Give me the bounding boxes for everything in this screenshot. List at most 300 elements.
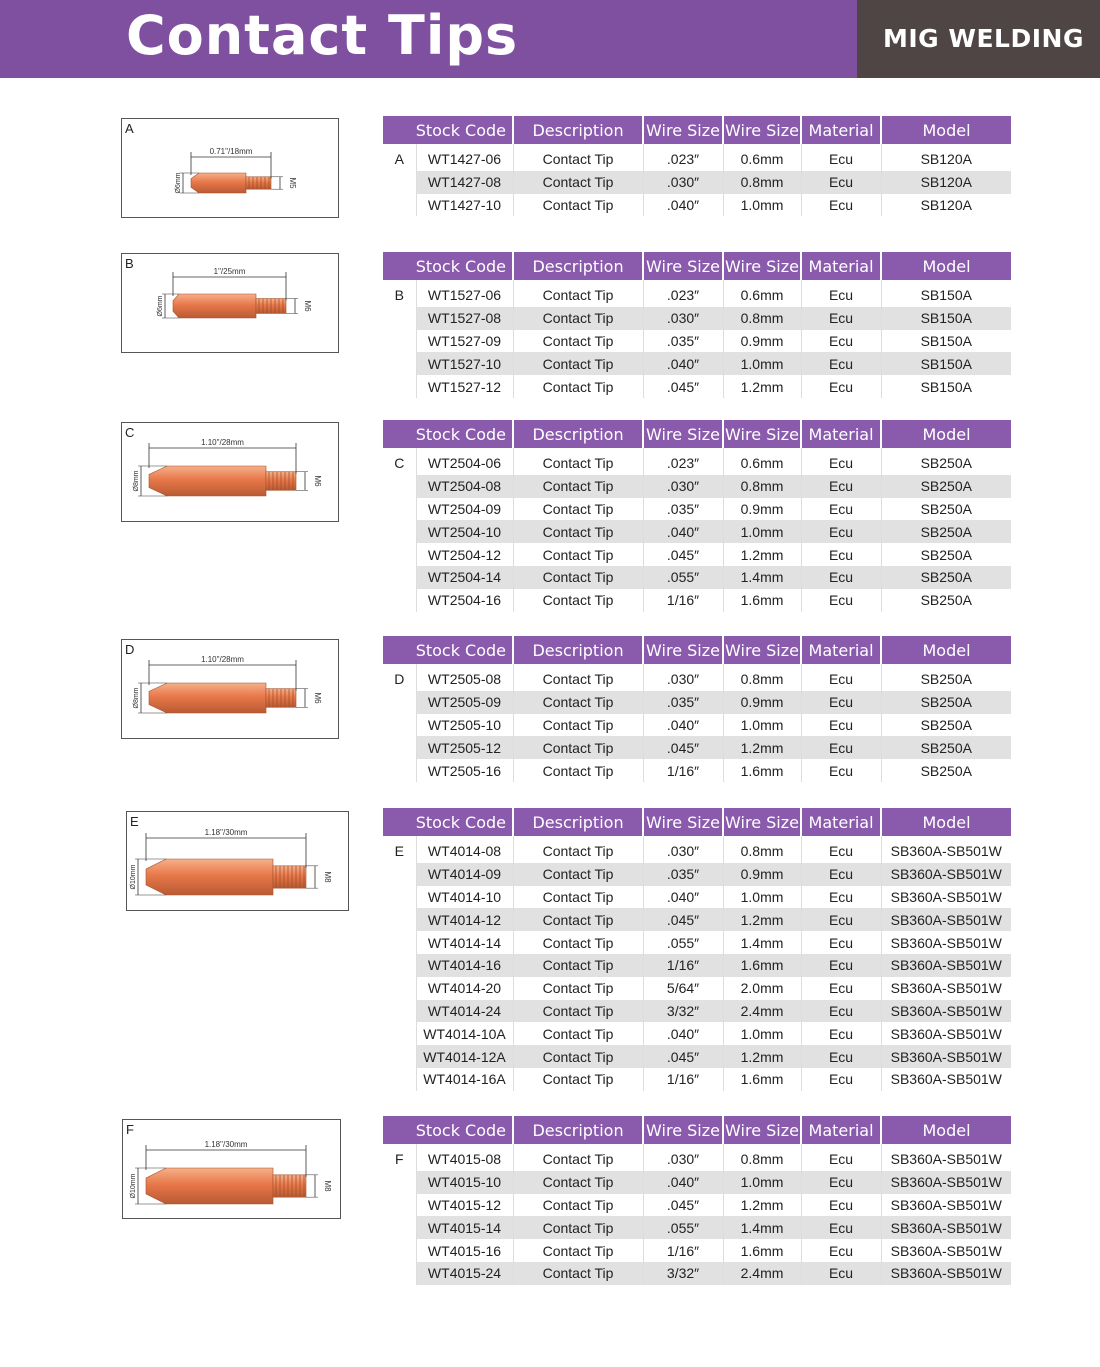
wire-size-mm-cell: 1.0mm: [723, 714, 801, 737]
table-row: [383, 566, 1011, 589]
model-cell: SB150A: [881, 280, 1011, 307]
thread-dimension: M8: [323, 871, 332, 883]
tip-thread: [273, 866, 306, 888]
tip-diagram-f: [122, 1119, 341, 1219]
column-header: Wire Size: [723, 808, 801, 836]
stock-code-cell: WT4014-12: [416, 908, 513, 931]
diameter-dimension: Ø10mm: [130, 864, 137, 890]
group-letter: [383, 307, 416, 330]
diagram-letter: D: [125, 642, 135, 657]
length-dimension: 0.71"/18mm: [209, 147, 253, 156]
group-letter: [383, 1239, 416, 1262]
spec-table-d: [383, 636, 1011, 782]
description-cell: Contact Tip: [513, 498, 643, 521]
column-header: Description: [513, 636, 643, 664]
wire-size-mm-cell: 1.6mm: [723, 1239, 801, 1262]
wire-size-inch-cell: .040″: [643, 886, 723, 909]
page-header: [0, 0, 1100, 78]
material-cell: Ecu: [801, 863, 881, 886]
stock-code-cell: WT2505-12: [416, 736, 513, 759]
wire-size-mm-cell: 0.9mm: [723, 691, 801, 714]
wire-size-inch-cell: .030″: [643, 307, 723, 330]
diagram-letter: E: [130, 814, 139, 829]
description-cell: Contact Tip: [513, 1194, 643, 1217]
group-letter: [383, 194, 416, 217]
thread-dimension: M5: [288, 177, 297, 189]
stock-code-cell: WT4014-09: [416, 863, 513, 886]
model-cell: SB150A: [881, 330, 1011, 353]
stock-code-cell: WT4014-24: [416, 1000, 513, 1023]
tip-body: [173, 294, 256, 318]
stock-code-cell: WT1427-06: [416, 144, 513, 171]
model-cell: SB360A-SB501W: [881, 1144, 1011, 1171]
wire-size-mm-cell: 1.6mm: [723, 1068, 801, 1091]
wire-size-mm-cell: 1.2mm: [723, 543, 801, 566]
stock-code-cell: WT2504-12: [416, 543, 513, 566]
column-header: Wire Size: [643, 252, 723, 280]
description-cell: Contact Tip: [513, 589, 643, 612]
column-header: Stock Code: [383, 252, 513, 280]
wire-size-mm-cell: 0.8mm: [723, 664, 801, 691]
wire-size-inch-cell: .035″: [643, 863, 723, 886]
table-row: [383, 589, 1011, 612]
stock-code-cell: WT2504-09: [416, 498, 513, 521]
table-row: [383, 736, 1011, 759]
wire-size-mm-cell: 0.6mm: [723, 144, 801, 171]
spec-table-b: [383, 252, 1011, 398]
group-letter: [383, 498, 416, 521]
wire-size-inch-cell: .045″: [643, 1045, 723, 1068]
material-cell: Ecu: [801, 280, 881, 307]
wire-size-inch-cell: 1/16″: [643, 1068, 723, 1091]
material-cell: Ecu: [801, 886, 881, 909]
table-row: [383, 448, 1011, 475]
wire-size-inch-cell: 5/64″: [643, 977, 723, 1000]
column-header: Stock Code: [383, 116, 513, 144]
wire-size-inch-cell: .045″: [643, 543, 723, 566]
wire-size-mm-cell: 1.0mm: [723, 352, 801, 375]
group-letter: B: [394, 287, 404, 304]
contact-tip-drawing: [122, 423, 340, 523]
table-row: [383, 352, 1011, 375]
model-cell: SB120A: [881, 171, 1011, 194]
table-row: [383, 520, 1011, 543]
group-letter: [383, 1216, 416, 1239]
wire-size-inch-cell: .040″: [643, 194, 723, 217]
description-cell: Contact Tip: [513, 1144, 643, 1171]
stock-code-cell: WT4014-20: [416, 977, 513, 1000]
material-cell: Ecu: [801, 566, 881, 589]
model-cell: SB360A-SB501W: [881, 863, 1011, 886]
description-cell: Contact Tip: [513, 475, 643, 498]
column-header: Wire Size: [643, 420, 723, 448]
description-cell: Contact Tip: [513, 375, 643, 398]
description-cell: Contact Tip: [513, 448, 643, 475]
table-row: [383, 954, 1011, 977]
group-letter: [383, 475, 416, 498]
table-row: [383, 863, 1011, 886]
stock-code-cell: WT4014-12A: [416, 1045, 513, 1068]
description-cell: Contact Tip: [513, 1171, 643, 1194]
column-header: Material: [801, 636, 881, 664]
spec-table-c: [383, 420, 1011, 612]
tip-body: [146, 1168, 273, 1204]
table-row: [383, 836, 1011, 863]
table-row: [383, 977, 1011, 1000]
column-header: Wire Size: [643, 116, 723, 144]
column-header: Stock Code: [383, 808, 513, 836]
thread-dimension: M6: [313, 692, 322, 704]
material-cell: Ecu: [801, 543, 881, 566]
column-header: Material: [801, 252, 881, 280]
model-cell: SB250A: [881, 498, 1011, 521]
wire-size-mm-cell: 0.6mm: [723, 280, 801, 307]
material-cell: Ecu: [801, 475, 881, 498]
wire-size-inch-cell: .045″: [643, 375, 723, 398]
wire-size-mm-cell: 1.0mm: [723, 520, 801, 543]
wire-size-mm-cell: 0.8mm: [723, 836, 801, 863]
wire-size-inch-cell: .023″: [643, 448, 723, 475]
stock-code-cell: WT1427-10: [416, 194, 513, 217]
group-letter: F: [394, 1151, 404, 1168]
model-cell: SB150A: [881, 307, 1011, 330]
table-row: [383, 1000, 1011, 1023]
stock-code-cell: WT2504-08: [416, 475, 513, 498]
page-title: Contact Tips: [126, 4, 519, 67]
group-letter: [383, 543, 416, 566]
group-letter: E: [394, 843, 404, 860]
model-cell: SB250A: [881, 759, 1011, 782]
stock-code-cell: WT4014-16A: [416, 1068, 513, 1091]
diagram-letter: A: [125, 121, 134, 136]
group-letter: D: [394, 671, 405, 688]
group-letter: [383, 863, 416, 886]
table-header-row: [383, 252, 1011, 280]
group-letter: [383, 908, 416, 931]
wire-size-mm-cell: 2.0mm: [723, 977, 801, 1000]
column-header: Material: [801, 1116, 881, 1144]
diameter-dimension: Ø6mm: [157, 295, 164, 317]
length-dimension: 1.10"/28mm: [201, 655, 244, 664]
wire-size-inch-cell: .040″: [643, 714, 723, 737]
material-cell: Ecu: [801, 194, 881, 217]
length-dimension: 1"/25mm: [213, 267, 246, 276]
model-cell: SB250A: [881, 589, 1011, 612]
description-cell: Contact Tip: [513, 863, 643, 886]
group-letter: [383, 1171, 416, 1194]
wire-size-mm-cell: 1.2mm: [723, 736, 801, 759]
stock-code-cell: WT4015-10: [416, 1171, 513, 1194]
material-cell: Ecu: [801, 1000, 881, 1023]
description-cell: Contact Tip: [513, 886, 643, 909]
description-cell: Contact Tip: [513, 1262, 643, 1285]
category-label: MIG WELDING: [883, 24, 1084, 53]
description-cell: Contact Tip: [513, 144, 643, 171]
wire-size-inch-cell: .040″: [643, 520, 723, 543]
description-cell: Contact Tip: [513, 520, 643, 543]
column-header: Model: [881, 420, 1011, 448]
contact-tip-drawing: [122, 640, 340, 740]
contact-tip-drawing: [122, 119, 340, 219]
wire-size-mm-cell: 1.4mm: [723, 566, 801, 589]
description-cell: Contact Tip: [513, 280, 643, 307]
column-header: Stock Code: [383, 1116, 513, 1144]
description-cell: Contact Tip: [513, 714, 643, 737]
wire-size-mm-cell: 1.0mm: [723, 1171, 801, 1194]
model-cell: SB250A: [881, 475, 1011, 498]
wire-size-mm-cell: 1.2mm: [723, 908, 801, 931]
wire-size-mm-cell: 2.4mm: [723, 1262, 801, 1285]
wire-size-inch-cell: 1/16″: [643, 759, 723, 782]
description-cell: Contact Tip: [513, 566, 643, 589]
group-letter: [383, 375, 416, 398]
wire-size-inch-cell: 1/16″: [643, 954, 723, 977]
contact-tip-drawing: [123, 1120, 342, 1220]
material-cell: Ecu: [801, 448, 881, 475]
stock-code-cell: WT1527-09: [416, 330, 513, 353]
table-header-row: [383, 420, 1011, 448]
table-row: [383, 1194, 1011, 1217]
material-cell: Ecu: [801, 714, 881, 737]
group-letter: [383, 886, 416, 909]
wire-size-mm-cell: 1.4mm: [723, 931, 801, 954]
table-row: [383, 1239, 1011, 1262]
material-cell: Ecu: [801, 352, 881, 375]
material-cell: Ecu: [801, 307, 881, 330]
table-row: [383, 307, 1011, 330]
column-header: Description: [513, 252, 643, 280]
column-header: Material: [801, 808, 881, 836]
diameter-dimension: Ø8mm: [133, 687, 140, 709]
column-header: Material: [801, 420, 881, 448]
description-cell: Contact Tip: [513, 1000, 643, 1023]
contact-tip-drawing: [127, 812, 350, 912]
material-cell: Ecu: [801, 1239, 881, 1262]
group-letter: [383, 736, 416, 759]
model-cell: SB360A-SB501W: [881, 836, 1011, 863]
wire-size-inch-cell: .030″: [643, 664, 723, 691]
column-header: Model: [881, 116, 1011, 144]
stock-code-cell: WT2505-10: [416, 714, 513, 737]
wire-size-inch-cell: .035″: [643, 330, 723, 353]
description-cell: Contact Tip: [513, 171, 643, 194]
stock-code-cell: WT2505-09: [416, 691, 513, 714]
table-row: [383, 886, 1011, 909]
description-cell: Contact Tip: [513, 736, 643, 759]
column-header: Wire Size: [643, 1116, 723, 1144]
stock-code-cell: WT1527-08: [416, 307, 513, 330]
description-cell: Contact Tip: [513, 307, 643, 330]
column-header: Wire Size: [643, 636, 723, 664]
table-row: [383, 171, 1011, 194]
diameter-dimension: Ø10mm: [130, 1173, 137, 1199]
wire-size-mm-cell: 1.2mm: [723, 1194, 801, 1217]
wire-size-inch-cell: .030″: [643, 1144, 723, 1171]
table-row: [383, 475, 1011, 498]
model-cell: SB360A-SB501W: [881, 908, 1011, 931]
group-letter: [383, 566, 416, 589]
table-row: [383, 1171, 1011, 1194]
tip-body: [149, 466, 266, 496]
wire-size-inch-cell: .023″: [643, 280, 723, 307]
wire-size-inch-cell: .055″: [643, 1216, 723, 1239]
group-letter: [383, 954, 416, 977]
spec-table-f: [383, 1116, 1011, 1285]
group-letter: [383, 1022, 416, 1045]
table-header-row: [383, 1116, 1011, 1144]
diagram-letter: B: [125, 256, 134, 271]
tip-diagram-e: [126, 811, 349, 911]
wire-size-mm-cell: 0.9mm: [723, 863, 801, 886]
stock-code-cell: WT4014-10A: [416, 1022, 513, 1045]
model-cell: SB250A: [881, 448, 1011, 475]
column-header: Wire Size: [723, 1116, 801, 1144]
model-cell: SB360A-SB501W: [881, 1216, 1011, 1239]
model-cell: SB360A-SB501W: [881, 1022, 1011, 1045]
model-cell: SB250A: [881, 566, 1011, 589]
stock-code-cell: WT4014-14: [416, 931, 513, 954]
wire-size-inch-cell: 3/32″: [643, 1000, 723, 1023]
stock-code-cell: WT4014-10: [416, 886, 513, 909]
table-row: [383, 1216, 1011, 1239]
wire-size-mm-cell: 0.8mm: [723, 1144, 801, 1171]
table-row: [383, 1045, 1011, 1068]
diagram-letter: F: [126, 1122, 134, 1137]
group-letter: A: [394, 151, 404, 168]
tip-diagram-d: [121, 639, 339, 739]
group-letter: [383, 589, 416, 612]
material-cell: Ecu: [801, 759, 881, 782]
model-cell: SB250A: [881, 543, 1011, 566]
group-letter: [383, 1045, 416, 1068]
wire-size-inch-cell: .030″: [643, 836, 723, 863]
wire-size-mm-cell: 0.6mm: [723, 448, 801, 475]
column-header: Wire Size: [723, 116, 801, 144]
thread-dimension: M6: [313, 475, 322, 487]
stock-code-cell: WT4015-12: [416, 1194, 513, 1217]
column-header: Material: [801, 116, 881, 144]
wire-size-mm-cell: 1.2mm: [723, 1045, 801, 1068]
model-cell: SB360A-SB501W: [881, 886, 1011, 909]
wire-size-inch-cell: .035″: [643, 691, 723, 714]
description-cell: Contact Tip: [513, 954, 643, 977]
column-header: Wire Size: [723, 636, 801, 664]
group-letter: [383, 520, 416, 543]
table-row: [383, 330, 1011, 353]
stock-code-cell: WT1527-06: [416, 280, 513, 307]
wire-size-inch-cell: .045″: [643, 1194, 723, 1217]
wire-size-mm-cell: 1.2mm: [723, 375, 801, 398]
diameter-dimension: Ø6mm: [175, 172, 182, 194]
description-cell: Contact Tip: [513, 1068, 643, 1091]
column-header: Description: [513, 116, 643, 144]
model-cell: SB250A: [881, 691, 1011, 714]
material-cell: Ecu: [801, 977, 881, 1000]
material-cell: Ecu: [801, 664, 881, 691]
table-row: [383, 1068, 1011, 1091]
material-cell: Ecu: [801, 1194, 881, 1217]
material-cell: Ecu: [801, 954, 881, 977]
tip-diagram-b: [121, 253, 339, 353]
table-row: [383, 280, 1011, 307]
model-cell: SB360A-SB501W: [881, 1262, 1011, 1285]
table-row: [383, 714, 1011, 737]
column-header: Description: [513, 1116, 643, 1144]
stock-code-cell: WT1527-10: [416, 352, 513, 375]
wire-size-inch-cell: 3/32″: [643, 1262, 723, 1285]
wire-size-mm-cell: 0.8mm: [723, 475, 801, 498]
wire-size-inch-cell: .023″: [643, 144, 723, 171]
stock-code-cell: WT2505-16: [416, 759, 513, 782]
material-cell: Ecu: [801, 1144, 881, 1171]
contact-tip-drawing: [122, 254, 340, 354]
material-cell: Ecu: [801, 1068, 881, 1091]
material-cell: Ecu: [801, 144, 881, 171]
wire-size-mm-cell: 1.0mm: [723, 194, 801, 217]
model-cell: SB120A: [881, 194, 1011, 217]
table-row: [383, 1022, 1011, 1045]
group-letter: [383, 977, 416, 1000]
description-cell: Contact Tip: [513, 664, 643, 691]
material-cell: Ecu: [801, 330, 881, 353]
material-cell: Ecu: [801, 1171, 881, 1194]
material-cell: Ecu: [801, 520, 881, 543]
wire-size-inch-cell: .030″: [643, 475, 723, 498]
description-cell: Contact Tip: [513, 1216, 643, 1239]
description-cell: Contact Tip: [513, 1239, 643, 1262]
model-cell: SB250A: [881, 520, 1011, 543]
description-cell: Contact Tip: [513, 194, 643, 217]
description-cell: Contact Tip: [513, 1022, 643, 1045]
length-dimension: 1.18"/30mm: [204, 1140, 248, 1149]
tip-body: [191, 173, 246, 193]
table-header-row: [383, 116, 1011, 144]
table-row: [383, 498, 1011, 521]
material-cell: Ecu: [801, 691, 881, 714]
table-row: [383, 1144, 1011, 1171]
wire-size-mm-cell: 1.6mm: [723, 759, 801, 782]
description-cell: Contact Tip: [513, 836, 643, 863]
description-cell: Contact Tip: [513, 977, 643, 1000]
stock-code-cell: WT4014-08: [416, 836, 513, 863]
material-cell: Ecu: [801, 836, 881, 863]
group-letter: [383, 691, 416, 714]
stock-code-cell: WT4015-14: [416, 1216, 513, 1239]
wire-size-mm-cell: 1.6mm: [723, 954, 801, 977]
column-header: Wire Size: [723, 420, 801, 448]
material-cell: Ecu: [801, 1262, 881, 1285]
table-row: [383, 543, 1011, 566]
group-letter: [383, 1000, 416, 1023]
stock-code-cell: WT2504-14: [416, 566, 513, 589]
group-letter: [383, 1262, 416, 1285]
wire-size-inch-cell: .035″: [643, 498, 723, 521]
model-cell: SB250A: [881, 664, 1011, 691]
column-header: Description: [513, 420, 643, 448]
model-cell: SB250A: [881, 736, 1011, 759]
group-letter: [383, 714, 416, 737]
stock-code-cell: WT4015-16: [416, 1239, 513, 1262]
model-cell: SB360A-SB501W: [881, 1239, 1011, 1262]
wire-size-inch-cell: .045″: [643, 736, 723, 759]
material-cell: Ecu: [801, 498, 881, 521]
model-cell: SB360A-SB501W: [881, 1171, 1011, 1194]
material-cell: Ecu: [801, 375, 881, 398]
column-header: Model: [881, 1116, 1011, 1144]
length-dimension: 1.18"/30mm: [204, 828, 248, 837]
table-row: [383, 691, 1011, 714]
group-letter: [383, 759, 416, 782]
